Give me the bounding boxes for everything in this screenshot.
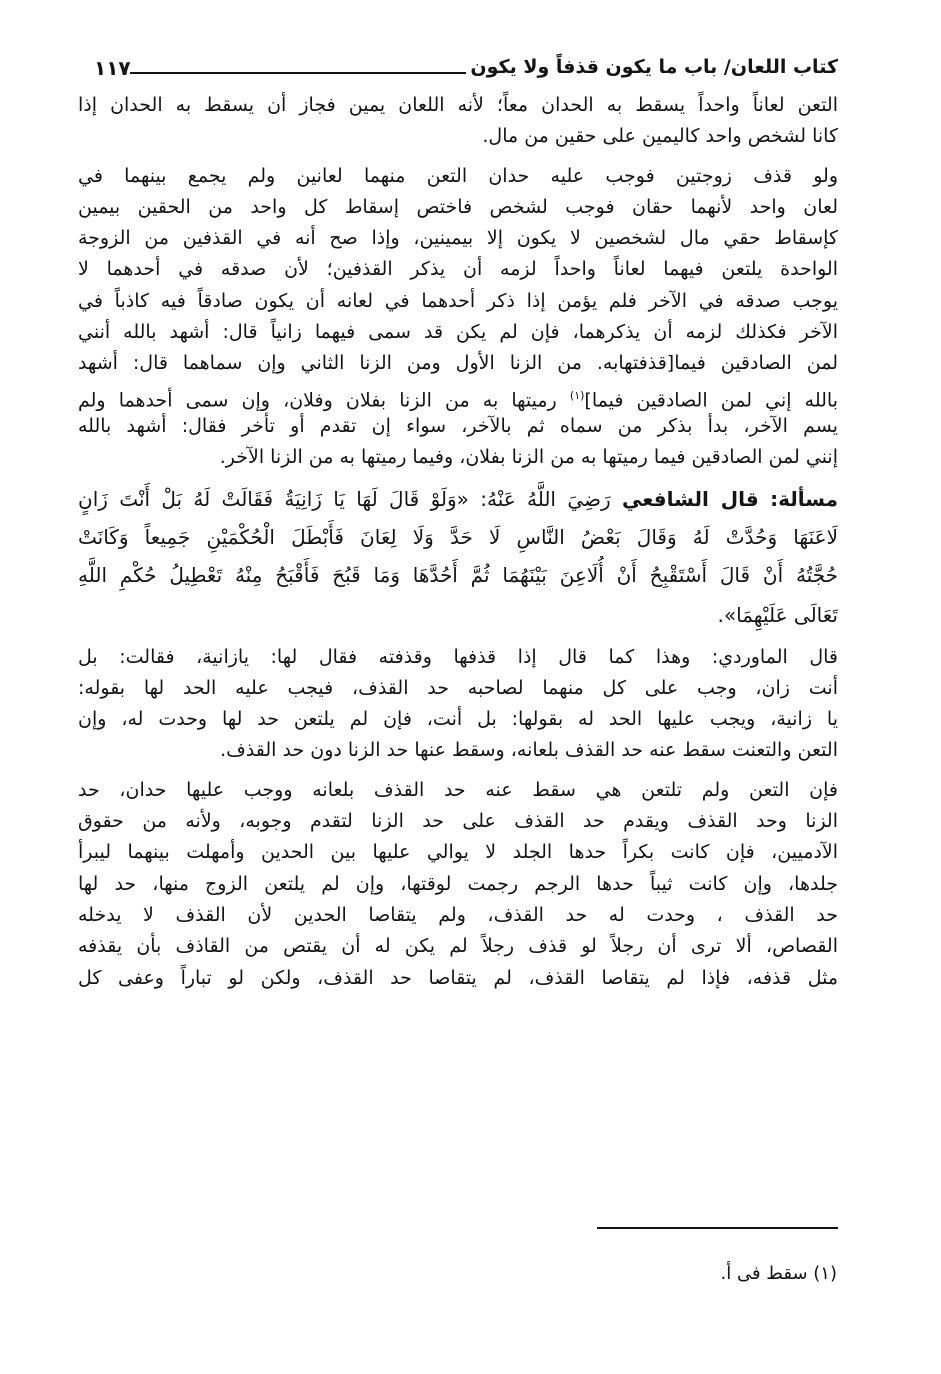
document-page [78,50,838,994]
text-fragment: رَضِيَ اللَّهُ عَنْهُ: «وَلَوْ قَالَ لَهَا يَا زَانِيَةُ فَقَالَتْ لَهُ بَلْ أَنْتَ زَانٍ [78,486,611,511]
page-number: ١١٧ [94,56,131,80]
text-line: التعن لعاناً واحداً يسقط به الحدان معاً؛ لأنه اللعان يمين فجاز أن يسقط به الحدان إذا [78,94,838,116]
header-rule [130,72,516,74]
text-line: التعن والتعنت سقط عنه حد القذف بلعانه، وسقط عنها حد الزنا دون حد القذف. [220,739,838,762]
text-line: حُجَّتُهُ أَنْ قَالَ أَسْتَقْبِحُ أَنْ أُلَاعِنَ بَيْنَهُمَا ثُمَّ أَحُدَّهَا وَمَا قَبُحَ فَأَقْبَحُ مِنْهُ تَعْطِيلُ حُكْمِ اللَّهِ [78,562,838,587]
text-line: فإن التعن ولم تلتعن هي سقط عنه حد القذف بلعانه ووجب عليها حدان، حد [78,778,838,801]
issue-label: مسألة: [770,486,838,511]
text-line: يسم الآخر، بدأ بذكر من سماه ثم بالآخر، سواء إن تقدم أو تأخر فقال: أشهد بالله [78,414,838,437]
text-line: الآدميين، فإن كانت بكراً حدها الجلد لا يوالي عليها بين الحدين وأمهلت بينهما ليبرأ [78,841,838,864]
paragraph-2 [78,161,838,474]
text-line: لَاعَنَهَا وَحُدَّتْ لَهُ وَقَالَ بَعْضُ النَّاسِ لَا حَدَّ وَلَا لِعَانَ فَأَبْطَلَ الْحُكْمَيْنِ جَمِيعاً وَكَانَتْ [78,524,838,549]
text-line: حد القذف ، وحدت له حد القذف، ولم يتقاصا الحدين لأن القذف لا يدخله [78,903,838,926]
text-line: كانا لشخص واحد كاليمين على حقين من مال. [482,125,838,148]
text-line: القصاص، ألا ترى أن رجلاً لو قذف رجلاً لم يكن له أن يقتص من القاذف بأن يقذفه [78,935,838,958]
header-title: كتاب اللعان/ باب ما يكون قذفاً ولا يكون [466,56,838,78]
text-line: أنت زان، وجب على كل منهما لصاحبه حد القذف، فيجب عليه الحد لها بقوله: [78,676,838,699]
text-line: الزنا وحد القذف ويقدم حد القذف على حد الزنا لتقدم وجوبه، ولأنه من حقوق [78,810,838,833]
footnote-marker: (١) [569,388,585,402]
paragraph-1 [78,90,838,153]
text-line: تَعَالَى عَلَيْهِمَا». [717,602,838,627]
text-line: يوجب صدقه في الآخر فلم يؤمن إذا ذكر أحدهما في لعانه أن يكون صادقاً فيه كاذباً في [78,289,838,312]
running-header [78,50,838,90]
text-line: كإسقاط حقي مال لشخصين لا يكون إلا بيمينين، وإذا صح أنه في القذفين من الزوجة [78,227,838,250]
text-line [78,480,838,518]
issue-speaker: قال الشافعي [622,486,759,511]
text-line: قال الماوردي: وهذا كما قال إذا قذفها وقذفته فقال لها: يازانية، فقالت: بل [78,645,838,668]
text-fragment: بالله إني لمن الصادقين فيما] [584,389,838,411]
text-line: جلدها، وإن كانت ثيباً حدها الرجم رجمت لوقتها، وإن لم يلتعن الزوج منها، حد لها [78,872,838,895]
text-line: لمن الصادقين فيما[قذفتهابه. من الزنا الأول ومن الزنا الثاني وإن سماهما قال: أشهد [78,352,838,375]
footnote: (١) سقط فى أ. [720,1263,837,1284]
issue-block [78,480,838,634]
text-line [78,380,838,411]
paragraph-3 [78,642,838,767]
text-line: الواحدة يلتعن فيهما لعاناً واحداً لزمه أن يذكر القذفين؛ لأن صدقه في أحدهما لا [78,258,838,281]
text-fragment: رميتها به من الزنا بفلان وفلان، وإن سمى أحدهما ولم [78,389,557,411]
paragraph-4 [78,775,838,994]
text-line: إنني لمن الصادقين فيما رميتها به من الزنا بفلان، وفيما رميتها به من الزنا الآخر. [219,446,838,469]
text-line: مثل قذفه، فإذا لم يتقاصا القذف، لم يتقاصا حد القذف، ولكن لو تباراً وعفى كل [78,966,838,989]
text-line: الآخر فكذلك لزمه أن يذكرهما، فإن لم يكن قد سمى فيهما زانياً قال: أشهد بالله أنني [78,321,838,344]
text-line: ولو قذف زوجتين فوجب عليه حدان التعن منهما لعانين ولم يجمع بينهما في [78,164,838,187]
text-line: يا زانية، ويجب عليها الحد له بقولها: بل أنت، فإن لم يلتعن حد لها وحدت له، وإن [78,708,838,731]
text-line: لعان واحد لأنهما حقان فوجب لشخص فاختص إسقاط كل واحد من الحقين بيمين [78,195,838,218]
footnote-rule [597,1227,838,1229]
